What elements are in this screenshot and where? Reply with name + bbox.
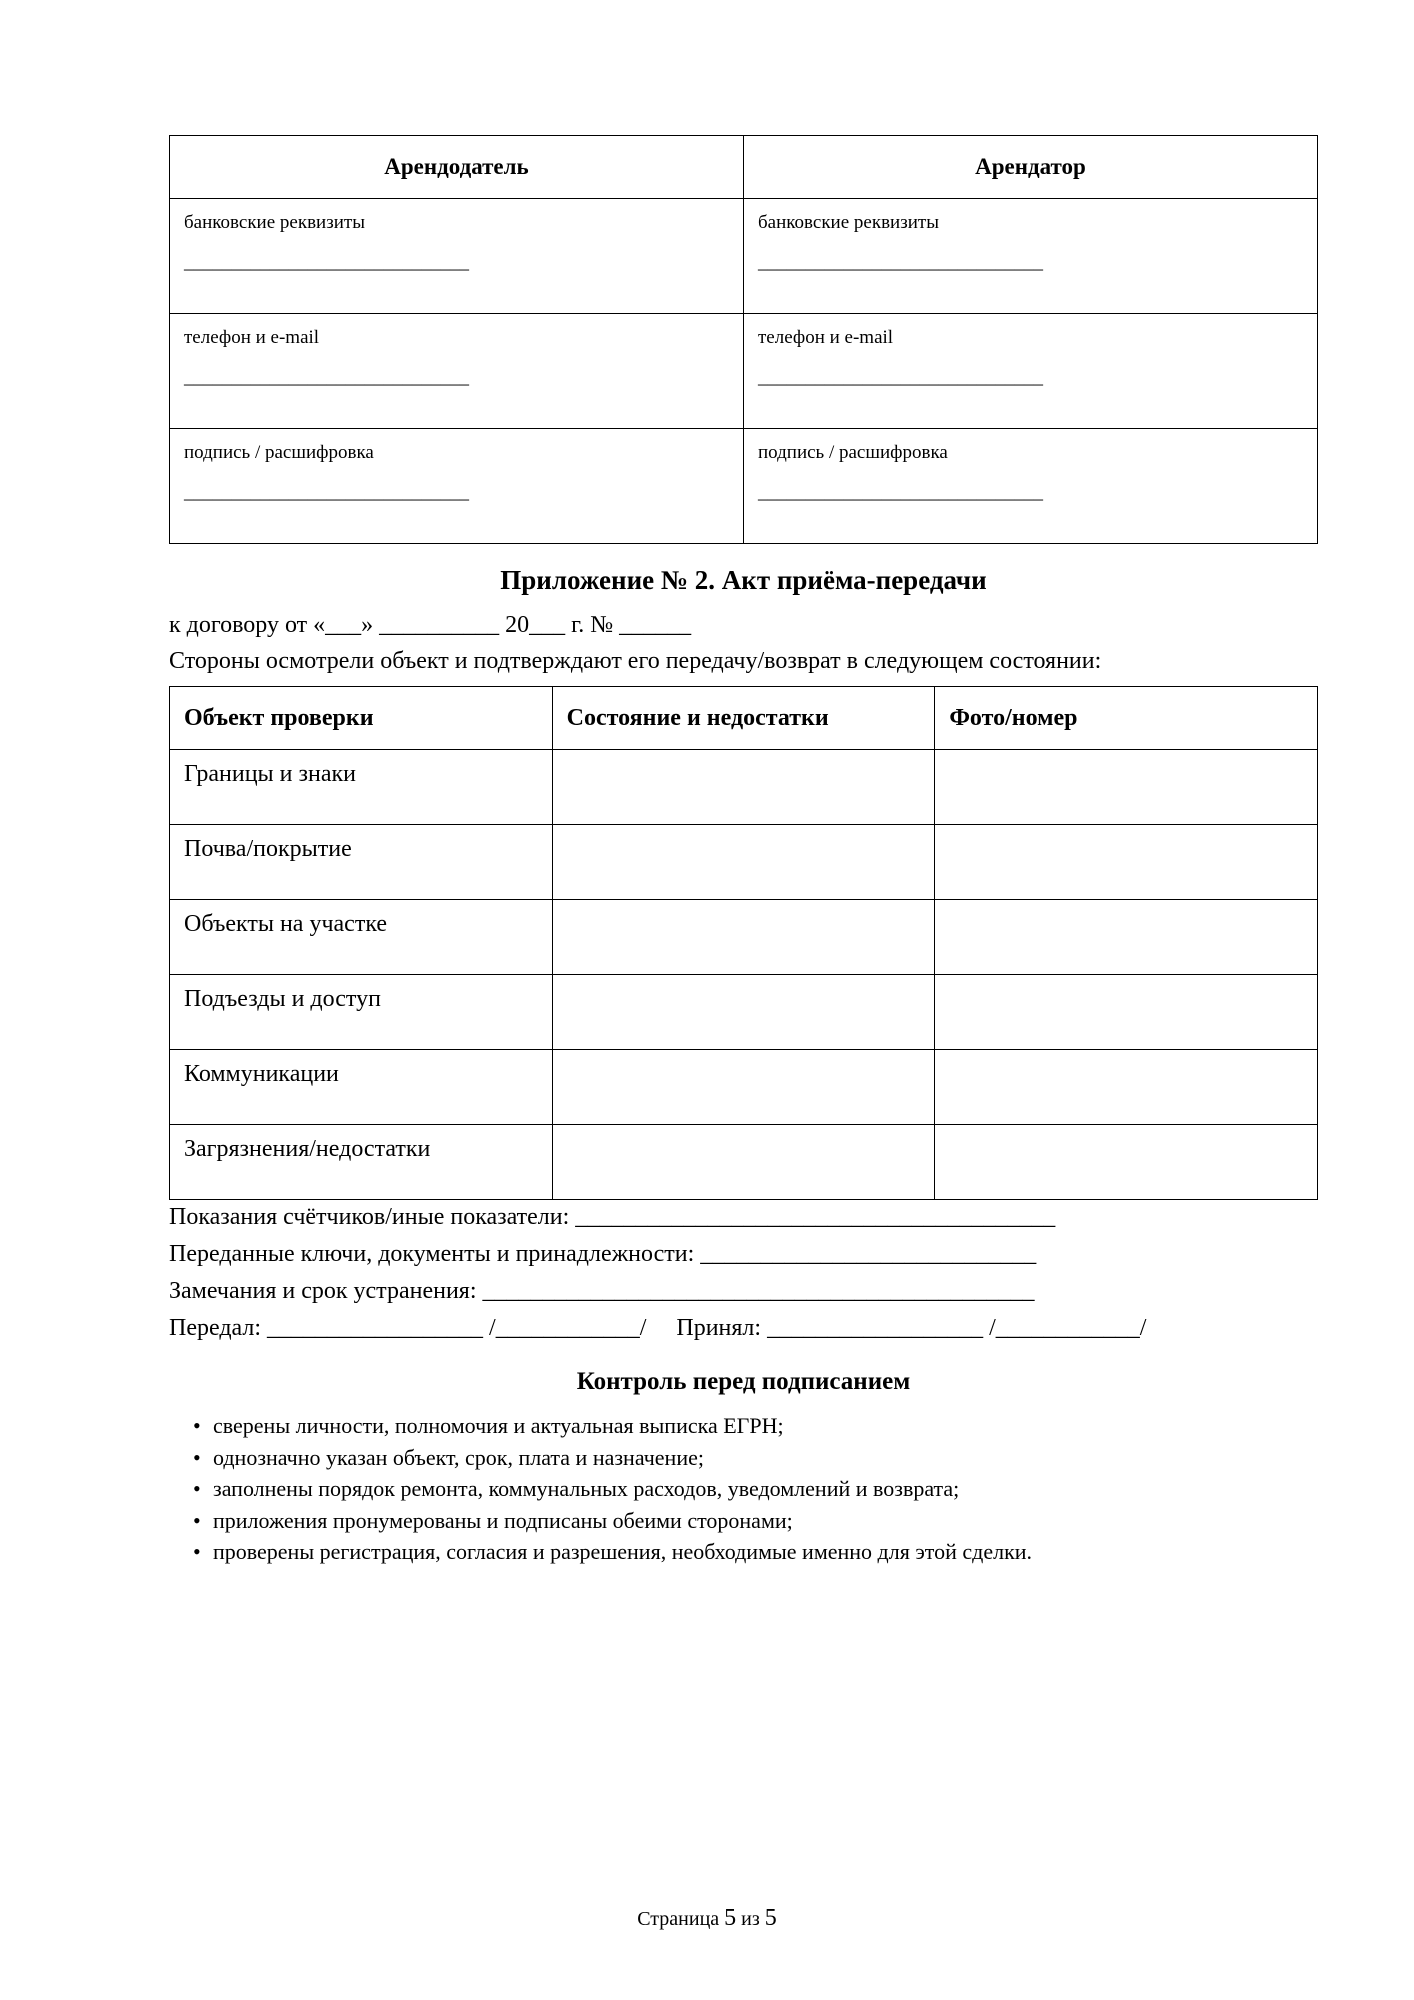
cell-label: подпись / расшифровка (184, 442, 374, 463)
blank-line: ______________________________ (758, 252, 1043, 273)
inspection-table-header (170, 687, 1318, 750)
bullet-icon: • (193, 1539, 201, 1565)
lessee-signature-cell (744, 429, 1318, 544)
bullet-icon: • (193, 1507, 201, 1533)
photo-cell[interactable] (935, 1050, 1318, 1125)
condition-cell[interactable] (552, 1050, 935, 1125)
object-name: Подъезды и доступ (184, 986, 381, 1012)
object-cell (170, 900, 553, 975)
condition-cell[interactable] (552, 825, 935, 900)
table-row (170, 825, 1318, 900)
list-item-text: приложения пронумерованы и подписаны обеими сторонами; (213, 1507, 793, 1533)
table-row (170, 1050, 1318, 1125)
photo-cell[interactable] (935, 975, 1318, 1050)
object-cell (170, 1125, 553, 1200)
table-row (170, 1125, 1318, 1200)
cell-label: банковские реквизиты (758, 212, 939, 233)
meters-field[interactable]: Показания счётчиков/иные показатели: ________________________________________ (169, 1204, 1056, 1230)
column-header-object: Объект проверки (170, 687, 553, 750)
signature-table (169, 135, 1318, 544)
list-item-text: однозначно указан объект, срок, плата и назначение; (213, 1444, 704, 1470)
blank-line: ______________________________ (184, 482, 469, 503)
list-item (193, 1442, 1032, 1474)
footer-of: из (741, 1908, 760, 1930)
table-row (170, 975, 1318, 1050)
table-row (170, 900, 1318, 975)
list-item-text: сверены личности, полномочия и актуальная выписка ЕГРН; (213, 1413, 784, 1438)
signature-table-header (170, 136, 1318, 199)
cell-label: телефон и e-mail (184, 327, 320, 348)
blank-line: ______________________________ (184, 367, 469, 388)
bank-details-row (170, 199, 1318, 314)
control-checklist (193, 1410, 1032, 1568)
object-cell (170, 825, 553, 900)
object-cell (170, 1050, 553, 1125)
object-name: Почва/покрытие (184, 836, 352, 862)
table-row (170, 750, 1318, 825)
bullet-icon: • (193, 1413, 201, 1438)
condition-cell[interactable] (552, 750, 935, 825)
handover-signatures-field[interactable]: Передал: __________________ /____________/ Принял: __________________ /____________/ (169, 1315, 1147, 1341)
page-footer (0, 1905, 1414, 1932)
object-cell (170, 975, 553, 1050)
blank-line: ______________________________ (184, 252, 469, 273)
current-page-number: 5 (724, 1905, 737, 1931)
control-title: Контроль перед подписанием (576, 1368, 911, 1395)
cell-label: телефон и e-mail (758, 327, 894, 348)
lessor-signature-cell (170, 429, 744, 544)
column-header-condition: Состояние и недостатки (552, 687, 935, 750)
photo-cell[interactable] (935, 900, 1318, 975)
list-item (193, 1505, 1032, 1537)
cell-label: банковские реквизиты (184, 212, 365, 233)
signature-row (170, 429, 1318, 544)
lessor-header: Арендодатель (170, 136, 744, 199)
inspection-table (169, 686, 1318, 1200)
photo-cell[interactable] (935, 1125, 1318, 1200)
list-item-text: заполнены порядок ремонта, коммунальных расходов, уведомлений и возврата; (213, 1476, 960, 1502)
blank-line: ______________________________ (758, 482, 1043, 503)
appendix-title: Приложение № 2. Акт приёма-передачи (500, 565, 987, 595)
bullet-icon: • (193, 1444, 201, 1470)
condition-cell[interactable] (552, 1125, 935, 1200)
list-item (193, 1473, 1032, 1505)
bullet-icon: • (193, 1476, 201, 1502)
keys-field[interactable]: Переданные ключи, документы и принадлежности: ____________________________ (169, 1241, 1037, 1267)
object-name: Загрязнения/недостатки (184, 1136, 431, 1162)
object-name: Коммуникации (184, 1061, 339, 1087)
column-header-photo: Фото/номер (935, 687, 1318, 750)
object-cell (170, 750, 553, 825)
object-name: Границы и знаки (184, 761, 356, 787)
remarks-field[interactable]: Замечания и срок устранения: ______________________________________________ (169, 1278, 1035, 1304)
lessor-contacts-cell (170, 314, 744, 429)
lessee-header: Арендатор (744, 136, 1318, 199)
photo-cell[interactable] (935, 825, 1318, 900)
blank-line: ______________________________ (758, 367, 1043, 388)
condition-cell[interactable] (552, 900, 935, 975)
total-page-count: 5 (764, 1905, 777, 1931)
photo-cell[interactable] (935, 750, 1318, 825)
lessor-bank-details-cell (170, 199, 744, 314)
list-item-text: проверены регистрация, согласия и разрешения, необходимые именно для этой сделки. (213, 1539, 1033, 1565)
cell-label: подпись / расшифровка (758, 442, 948, 463)
list-item (193, 1536, 1032, 1568)
footer-prefix: Страница (637, 1908, 720, 1930)
appendix-intro: Стороны осмотрели объект и подтверждают его передачу/возврат в следующем состоянии: (169, 648, 1102, 674)
object-name: Объекты на участке (184, 911, 388, 937)
list-item (193, 1410, 1032, 1442)
contract-reference-line: к договору от «___» __________ 20___ г. № ______ (169, 612, 692, 638)
lessee-bank-details-cell (744, 199, 1318, 314)
lessee-contacts-cell (744, 314, 1318, 429)
contacts-row (170, 314, 1318, 429)
condition-cell[interactable] (552, 975, 935, 1050)
